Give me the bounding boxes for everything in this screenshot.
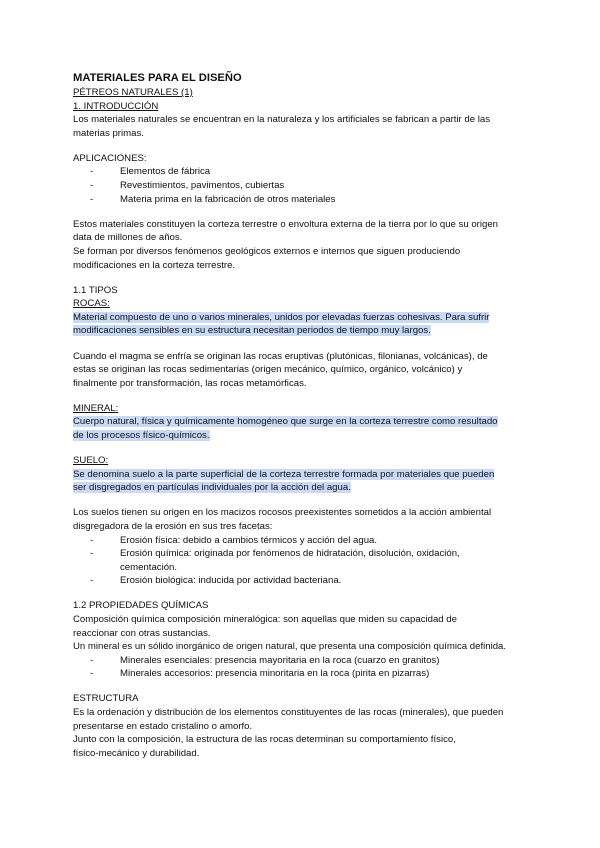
text-line: Los suelos tienen su origen en los macizos rocosos preexistentes sometidos a la acción ambiental <box>73 507 492 519</box>
text-line <box>73 454 543 468</box>
paragraph-spacer <box>73 338 543 350</box>
text-line <box>73 86 543 100</box>
text-line: Los materiales naturales se encuentran en la naturaleza y los artificiales se fabrican a partir de las <box>73 114 491 126</box>
text-line <box>73 402 543 416</box>
text-line <box>73 692 543 706</box>
text-line <box>73 100 543 114</box>
document-page <box>73 71 543 760</box>
text-line: Junto con la composición, la estructura de las rocas determinan su comportamiento físico, <box>73 734 456 746</box>
text-line <box>73 613 543 627</box>
text-line: finalmente por transformación, las rocas metamórficas. <box>73 377 307 389</box>
text-line: Erosión química: originada por fenómenos de hidratación, disolución, oxidación, <box>120 548 460 560</box>
bullet-dash: - <box>90 180 94 192</box>
text-line: Erosión física: debido a cambios térmicos y acción del agua. <box>120 534 378 546</box>
text-line: 1.2 PROPIEDADES QUÍMICAS <box>73 600 209 612</box>
text-line <box>73 311 543 325</box>
text-line: ESTRUCTURA <box>73 693 139 705</box>
text-line: APLICACIONES: <box>73 152 147 164</box>
text-line: de los procesos físico-químicos. <box>73 429 210 441</box>
mineral-definition <box>73 415 543 442</box>
text-line: Elementos de fábrica <box>120 166 211 178</box>
magma-paragraph <box>73 350 543 391</box>
text-line: Se denomina suelo a la parte superficial de la corteza terrestre formada por materiales que pueden <box>73 468 495 480</box>
text-line <box>73 506 543 520</box>
text-line: Un mineral es un sólido inorgánico de origen natural, que presenta una composición química definida. <box>73 641 507 653</box>
text-line <box>73 733 543 747</box>
text-line: MINERAL: <box>73 402 119 414</box>
bullet-dash: - <box>90 193 94 205</box>
heading-estructura <box>73 692 543 706</box>
text-line <box>73 429 543 443</box>
text-line <box>73 415 543 429</box>
text-line: 1.1 TIPOS <box>73 284 118 296</box>
text-line <box>73 377 543 391</box>
heading-tipos <box>73 284 543 298</box>
text-line <box>73 113 543 127</box>
text-line: materias primas. <box>73 127 144 139</box>
text-line <box>73 324 543 338</box>
paragraph-spacer <box>73 206 543 218</box>
bullet-dash: - <box>90 548 94 560</box>
text-line <box>73 245 543 259</box>
list-item <box>73 574 543 588</box>
list-item <box>73 193 543 207</box>
text-line: Material compuesto de uno o varios minerales, unidos por elevadas fuerzas cohesivas. Para sufrir <box>73 311 490 323</box>
paragraph-spacer <box>73 495 543 507</box>
estructura-paragraph <box>73 706 543 760</box>
heading-propiedades-quimicas <box>73 599 543 613</box>
text-line: Cuando el magma se enfría se originan las rocas eruptivas (plutónicas, filonianas, volcánicas), de <box>73 350 488 362</box>
text-line: 1. INTRODUCCIÓN <box>73 100 159 112</box>
text-line: Minerales accesorios: presencia minoritaria en la roca (pirita en pizarras) <box>120 668 430 680</box>
list-item <box>73 547 543 561</box>
paragraph-spacer <box>73 443 543 455</box>
text-line: Cuerpo natural, física y químicamente homogéneo que surge en la corteza terrestre como resultado <box>73 416 498 428</box>
bullet-dash: - <box>90 668 94 680</box>
text-line: presentarse en estado cristalino o amorfo. <box>73 720 253 732</box>
text-line <box>73 468 543 482</box>
text-line: físico-mecánico y durabilidad. <box>73 747 200 759</box>
suelo-definition <box>73 468 543 495</box>
text-line <box>73 350 543 364</box>
text-line <box>73 747 543 761</box>
text-line <box>73 297 543 311</box>
intro-paragraph <box>73 113 543 140</box>
text-line: Revestimientos, pavimentos, cubiertas <box>120 180 285 192</box>
bullet-dash: - <box>90 654 94 666</box>
heading-suelo <box>73 454 543 468</box>
paragraph-spacer <box>73 588 543 600</box>
text-line <box>73 720 543 734</box>
text-line <box>73 640 543 654</box>
text-line <box>73 706 543 720</box>
origin-paragraph <box>73 218 543 272</box>
heading-aplicaciones <box>73 152 543 166</box>
text-line: Estos materiales constituyen la corteza terrestre o envoltura externa de la tierra por lo que su origen <box>73 218 499 230</box>
text-line: modificaciones en la corteza terrestre. <box>73 259 236 271</box>
text-line <box>73 627 543 641</box>
rocas-definition <box>73 311 543 338</box>
text-line: Se forman por diversos fenómenos geológicos externos e internos que siguen produciendo <box>73 245 461 257</box>
list-item <box>73 561 543 575</box>
text-line <box>73 152 543 166</box>
text-line: ROCAS: <box>73 298 110 310</box>
document-title <box>73 71 543 86</box>
heading-introduccion <box>73 100 543 114</box>
minerales-list <box>73 654 543 681</box>
heading-rocas <box>73 297 543 311</box>
text-line <box>73 284 543 298</box>
text-line: Es la ordenación y distribución de los elementos constituyentes de las rocas (minerales), que pueden <box>73 707 504 719</box>
text-line: disgregadora de la erosión en sus tres facetas: <box>73 520 273 532</box>
text-line: reaccionar con otras sustancias. <box>73 627 211 639</box>
suelos-paragraph <box>73 506 543 533</box>
text-line: Minerales esenciales: presencia mayoritaria en la roca (cuarzo en granitos) <box>120 654 440 666</box>
bullet-dash: - <box>90 534 94 546</box>
text-line: cementación. <box>120 561 178 573</box>
paragraph-spacer <box>73 140 543 152</box>
text-line <box>73 363 543 377</box>
text-line <box>73 481 543 495</box>
text-line <box>73 231 543 245</box>
heading-mineral <box>73 402 543 416</box>
bullet-dash: - <box>90 575 94 587</box>
section-title <box>73 86 543 100</box>
list-item <box>73 534 543 548</box>
composicion-paragraph <box>73 613 543 654</box>
text-line <box>73 259 543 273</box>
list-item <box>73 654 543 668</box>
paragraph-spacer <box>73 390 543 402</box>
text-line: PÉTREOS NATURALES (1) <box>73 87 193 98</box>
list-item <box>73 667 543 681</box>
text-line: MATERIALES PARA EL DISEÑO <box>73 72 242 84</box>
text-line <box>73 127 543 141</box>
text-line <box>73 218 543 232</box>
paragraph-spacer <box>73 681 543 693</box>
text-line: Erosión biológica: inducida por actividad bacteriana. <box>120 575 342 587</box>
text-line: Composición química composición mineralógica: son aquellas que miden su capacidad de <box>73 614 457 625</box>
text-line: Materia prima en la fabricación de otros materiales <box>120 193 336 205</box>
paragraph-spacer <box>73 272 543 284</box>
erosion-list <box>73 534 543 588</box>
text-line: SUELO: <box>73 455 109 467</box>
text-line <box>73 599 543 613</box>
bullet-dash: - <box>90 166 94 178</box>
aplicaciones-list <box>73 165 543 206</box>
text-line: data de millones de años. <box>73 232 183 244</box>
text-line <box>73 520 543 534</box>
list-item <box>73 179 543 193</box>
text-line: estas se originan las rocas sedimentarias (origen mecánico, químico, orgánico, volcánico) y <box>73 364 463 376</box>
text-line <box>73 71 543 86</box>
list-item <box>73 165 543 179</box>
text-line: modificaciones sensibles en su estructura necesitan periodos de tiempo muy largos. <box>73 325 431 337</box>
text-line: ser disgregados en partículas individuales por la acción del agua. <box>73 482 351 494</box>
